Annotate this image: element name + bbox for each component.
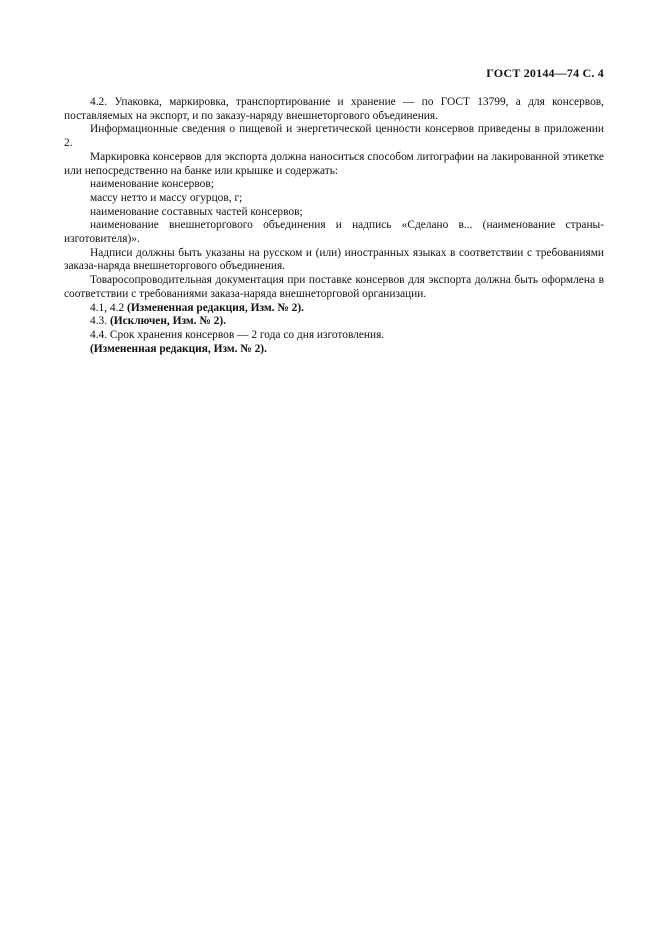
amendment-note-4-4 — [64, 343, 604, 357]
list-item: наименование консервов; — [90, 178, 214, 191]
paragraph-4-2: 4.2. Упаковка, маркировка, транспортирование и хранение — по ГОСТ 13799, а для консервов, поставляемых на экспорт, и по заказу-наряду внешнеторгового объединения. — [64, 96, 604, 122]
amendment-note-4-3 — [64, 315, 604, 329]
list-item-trade-organization: наименование внешнеторгового объединения и надпись «Сделано в... (наименование страны-изготовителя)». — [64, 219, 604, 246]
amendment-label: (Измененная редакция, Изм. № 2). — [127, 301, 304, 314]
amendment-clause-ref: 4.3. — [90, 315, 108, 328]
paragraph-4-4-shelf-life: 4.4. Срок хранения консервов — 2 года со дня изготовления. — [90, 328, 385, 341]
document-body — [64, 96, 604, 356]
page-header: ГОСТ 20144—74 С. 4 — [486, 66, 604, 80]
paragraph-nutrition-info: Информационные сведения о пищевой и энергетической ценности консервов приведены в приложении 2. — [64, 123, 604, 150]
amendment-note-4-1-4-2 — [64, 302, 604, 316]
amendment-label: (Измененная редакция, Изм. № 2). — [90, 342, 267, 355]
list-item: наименование составных частей консервов; — [90, 205, 303, 218]
amendment-label: (Исключен, Изм. № 2). — [109, 315, 226, 328]
list-item: массу нетто и массу огурцов, г; — [90, 191, 243, 204]
paragraph-languages: Надписи должны быть указаны на русском и (или) иностранных языках в соответствии с требованиями заказа-наряда внешнеторгового объединения. — [64, 246, 604, 273]
paragraph-documentation: Товаросопроводительная документация при поставке консервов для экспорта должна быть оформлена в соответствии с требованиями заказа-наряда внешнеторговой организации. — [64, 274, 604, 300]
paragraph-export-marking: Маркировка консервов для экспорта должна наноситься способом литографии на лакированной этикетке или непосредственно на банке или крышке и содержать: — [64, 150, 604, 177]
amendment-clause-ref: 4.1, 4.2 — [90, 301, 125, 314]
